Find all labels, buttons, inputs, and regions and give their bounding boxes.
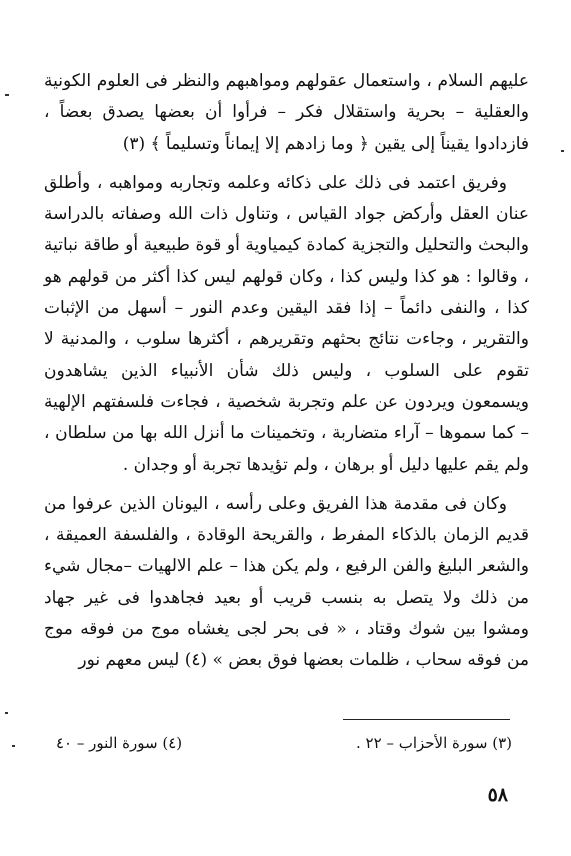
footnote-4: (٤) سورة النور – ٤٠: [56, 734, 183, 752]
paragraph-2: وفريق اعتمد فى ذلك على ذكائه وعلمه وتجاربه ومواهبه ، وأطلق عنان العقل وأركض جواد القياس ، وتناول ذات الله وصفاته بالدراسة والبحث والتحليل والتجزية كمادة كيمياوية أو قوة طبيعية أو طاقة نباتية ، وقالوا : هو كذا وليس كذا ، وكان قولهم ليس كذا أكثر من قولهم هو كذا ، والنفى دائماً – إذا فقد اليقين وعدم النور – أسهل من الإثبات والتقرير ، وجاءت نتائج بحثهم وتقريرهم ، أكثرها سلوب ، والمدنية لا تقوم على السلوب ، وليس ذلك شأن الأنبياء الذين يشاهدون ويسمعون ويردون عن علم وتجربة شخصية ، فجاءت فلسفتهم الإلهية – كما سموها – آراء متضاربة ، وتخمينات ما أنزل الله بها من سلطان ، ولم يقم عليها دليل أو برهان ، ولم تؤيدها تجربة أو وجدان .: [44, 172, 529, 475]
scan-speck: [5, 94, 9, 96]
main-text: [44, 66, 529, 677]
scan-speck: [561, 150, 564, 152]
paragraph-1: عليهم السلام ، واستعمال عقولهم ومواهبهم والنظر فى العلوم الكونية والعقلية – بحرية واستقلال فكر – فرأوا أن بعضها يصدق بعضاً ، فازدادوا يقيناً إلى يقين ﴿ وما زادهم إلا إيماناً وتسليماً ﴾ (٣): [44, 71, 529, 154]
scan-speck: [5, 712, 8, 714]
paragraph-3: وكان فى مقدمة هذا الفريق وعلى رأسه ، اليونان الذين عرفوا من قديم الزمان بالذكاء المفرط ، والقريحة الوقادة ، والفلسفة العميقة ، والشعر البليغ والفن الرفيع ، ولم يكن هذا – علم الالهيات –مجال شيء من ذلك ولا يتصل به بنسب قريب أو بعيد فجاهدوا فى غير جهاد ومشوا بين شوك وقتاد ، « فى بحر لجى يغشاه موج من فوقه موج من فوقه سحاب ، ظلمات بعضها فوق بعض » (٤) ليس معهم نور: [44, 493, 529, 671]
footnote-divider: [343, 719, 510, 720]
footnotes: [56, 732, 512, 754]
footnote-3: (٣) سورة الأحزاب – ٢٢ .: [356, 734, 512, 752]
page-number: ٥٨: [487, 784, 508, 806]
scan-speck: [12, 745, 15, 747]
